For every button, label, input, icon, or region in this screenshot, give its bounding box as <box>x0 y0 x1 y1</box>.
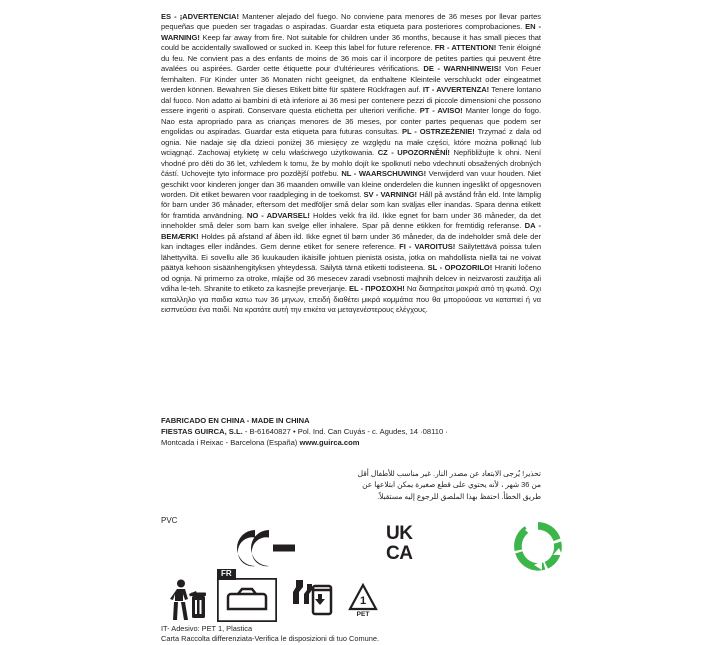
made-in-line: FABRICADO EN CHINA - MADE IN CHINA <box>161 416 310 425</box>
ukca-line-1: UK <box>386 523 413 544</box>
company-address-2 <box>161 438 541 449</box>
company-address-1: - B-61640827 • Pol. Ind. Can Cuyás - c. Agudes, 14 ·08110 · <box>242 426 448 436</box>
address-city: Montcada i Reixac - Barcelona (España) <box>161 437 300 447</box>
company-name: FIESTAS GUIRCA, S.L. <box>161 426 243 436</box>
manufacturer-block <box>161 416 541 448</box>
cardboard-box-recycle-icon <box>217 578 277 622</box>
svg-text:1: 1 <box>359 595 367 607</box>
arabic-line-2: من 36 شهر ، لأنه يحتوي على قطع صغيرة يمكن ابتلاعها عن <box>362 480 541 490</box>
fr-country-tag: FR <box>217 569 236 580</box>
company-line <box>161 427 541 438</box>
do-not-litter-icon <box>161 578 207 622</box>
it-note-line-1: IT- Adesivo: PET 1, Plastica <box>161 624 253 633</box>
it-note-line-2: Carta Raccolta differenziata-Verifica le disposizioni di tuo Comune. <box>161 633 379 643</box>
ce-mark-icon <box>225 527 303 569</box>
website-link[interactable]: www.guirca.com <box>299 437 360 447</box>
arabic-line-3: طريق الخطأ. احتفظ بهذا الملصق للرجوع إليه مستقبلاً. <box>377 491 541 501</box>
ukca-line-2: CA <box>386 543 413 564</box>
pet-material-label: PET <box>356 611 370 618</box>
arabic-line-1: تحذير! يُرجى الابتعاد عن مصدر النار. غير مناسب للأطفال أقل <box>357 469 541 478</box>
material-label: PVC <box>161 516 178 525</box>
ukca-mark-icon <box>386 524 442 568</box>
glass-bottle-recycle-icon <box>287 578 333 622</box>
italian-disposal-note <box>161 624 541 644</box>
disposal-icon-row <box>161 569 381 624</box>
multilingual-warning-text: ES - ¡ADVERTENCIA! Mantener alejado del fuego. No conviene para menores de 36 meses por llevar partes pequeñas que pueden ser tragadas o aspiradas. Guardar esta etiqueta para posteriores comprobaciones. EN - WARNING! Keep far away from fire. Not suitable for children under 36 months, because it has small pieces that could be accidentally swallowed or sucked in. Keep this label for future reference. FR - ATTENTION! Tenir éloigné du feu. Ne convient pas a des enfants de moins de 36 mois car il incorpore de petites parties qui peuvent être avalées ou aspirées. Garder cette étiquette pour d'ultérieures vérifications. DE - WARNHINWEIS! Von Feuer fernhalten. Für Kinder unter 36 Monaten nicht geeignet, da enthaltene Kleinteile verschluckt oder eingeatmet werden können. Bewahren Sie dieses Etikett bitte für spätere Rückfragen auf. IT - AVVERTENZA! Tenere lontano dal fuoco. Non adatto ai bambini di età inferiore ai 36 mesi per contenere pezzi di piccole dimensioni che possono essere ingeriti o aspirati. Conservare questa etichetta per ulteriori verifiche. PT - AVISO! Manter longe do fogo. Nao esta apropriado para as crianças menores de 36 meses, por conter partes pequenas que podem ser engolidas ou aspiradas. Guardar esta etiqueta para futuras consultas. PL - OSTRZEŻENIE! Trzymać z dala od ognia. Nie nadaje się dla dzieci poniżej 36 miesięcy ze względu na małe części, które można połknąć lub wciągnąć. Zachowaj etykietę w celu właściwego użytkowania. CZ - UPOZORNĚNÍ! Nepřibližujte k ohni. Není vhodné pro děti do 36 let, vzhledem k tomu, že by mohlo dojít ke spolknutí nebo vdechnutí obsažených drobných částí. Uchovejte tyto informace pro pozdější potřebu. NL - WAARSCHUWING! Verwijderd van vuur houden. Niet geschikt voor kinderen jonger dan 36 maanden omwille van kleine onderdelen die kunnen ingeslikt of opgesnoven worden. Dit etiket bewaren voor raadpleging in de toekomst. SV - VARNING! Håll på avstånd från eld. Inte lämplig för barn under 36 månader, eftersom det medföljer små delar som kan sväljas eller inandas. Spara denna etikett för framtida användning. NO - ADVARSEL! Holdes vekk fra ild. Ikke egnet for barn under 36 måneder, da det inneholder små deler som barn kan svelge eller inhalere. Spar på denne etikken for fremtidig referanse. DA - BEMÆRK! Holdes på afstand af åben ild. Ikke egnet til børn under 36 måneder, da de indeholder små dele der kan indtages eller indåndes. Gem denne etiket for senere reference. FI - VAROITUS! Säilytettävä poissa tulen lähettyviltä. Ei sovellu alle 36 kuukauden ikäisille johtuen pienistä osista, jotka on mahdollista niellä tai ne voivat päätyä kehoon sisäänhengityksen yhteydessä. Säilytä tärnä etiketti todisteena. SL - OPOZORILO! Hraniti ločeno od ognja. Ni primerno za otroke, mlajše od 36 mesecev zaradi vsebnosti majhnih delcev in neizvarosti zaužitja ali vdiha le-teh. Shranite to etiketo za kasnejše preverjanje. EL - ΠΡΟΣΟΧΗ! Να διατηρείται μακριά από τη φωτιά. Οχι καταλληλο για παιδια κατω των 36 μηνων, επειδή διαθέτει μικρά κομμάτια που θα μπορούσαε να καταπιεί ή να εισπνεύσει ένα παιδί. Να κρατάτε αυτή την ετικέτα να μεταγενέστερους ελέγχους. <box>161 12 542 315</box>
arabic-warning-block <box>161 468 541 502</box>
green-dot-recycle-icon <box>512 520 564 572</box>
